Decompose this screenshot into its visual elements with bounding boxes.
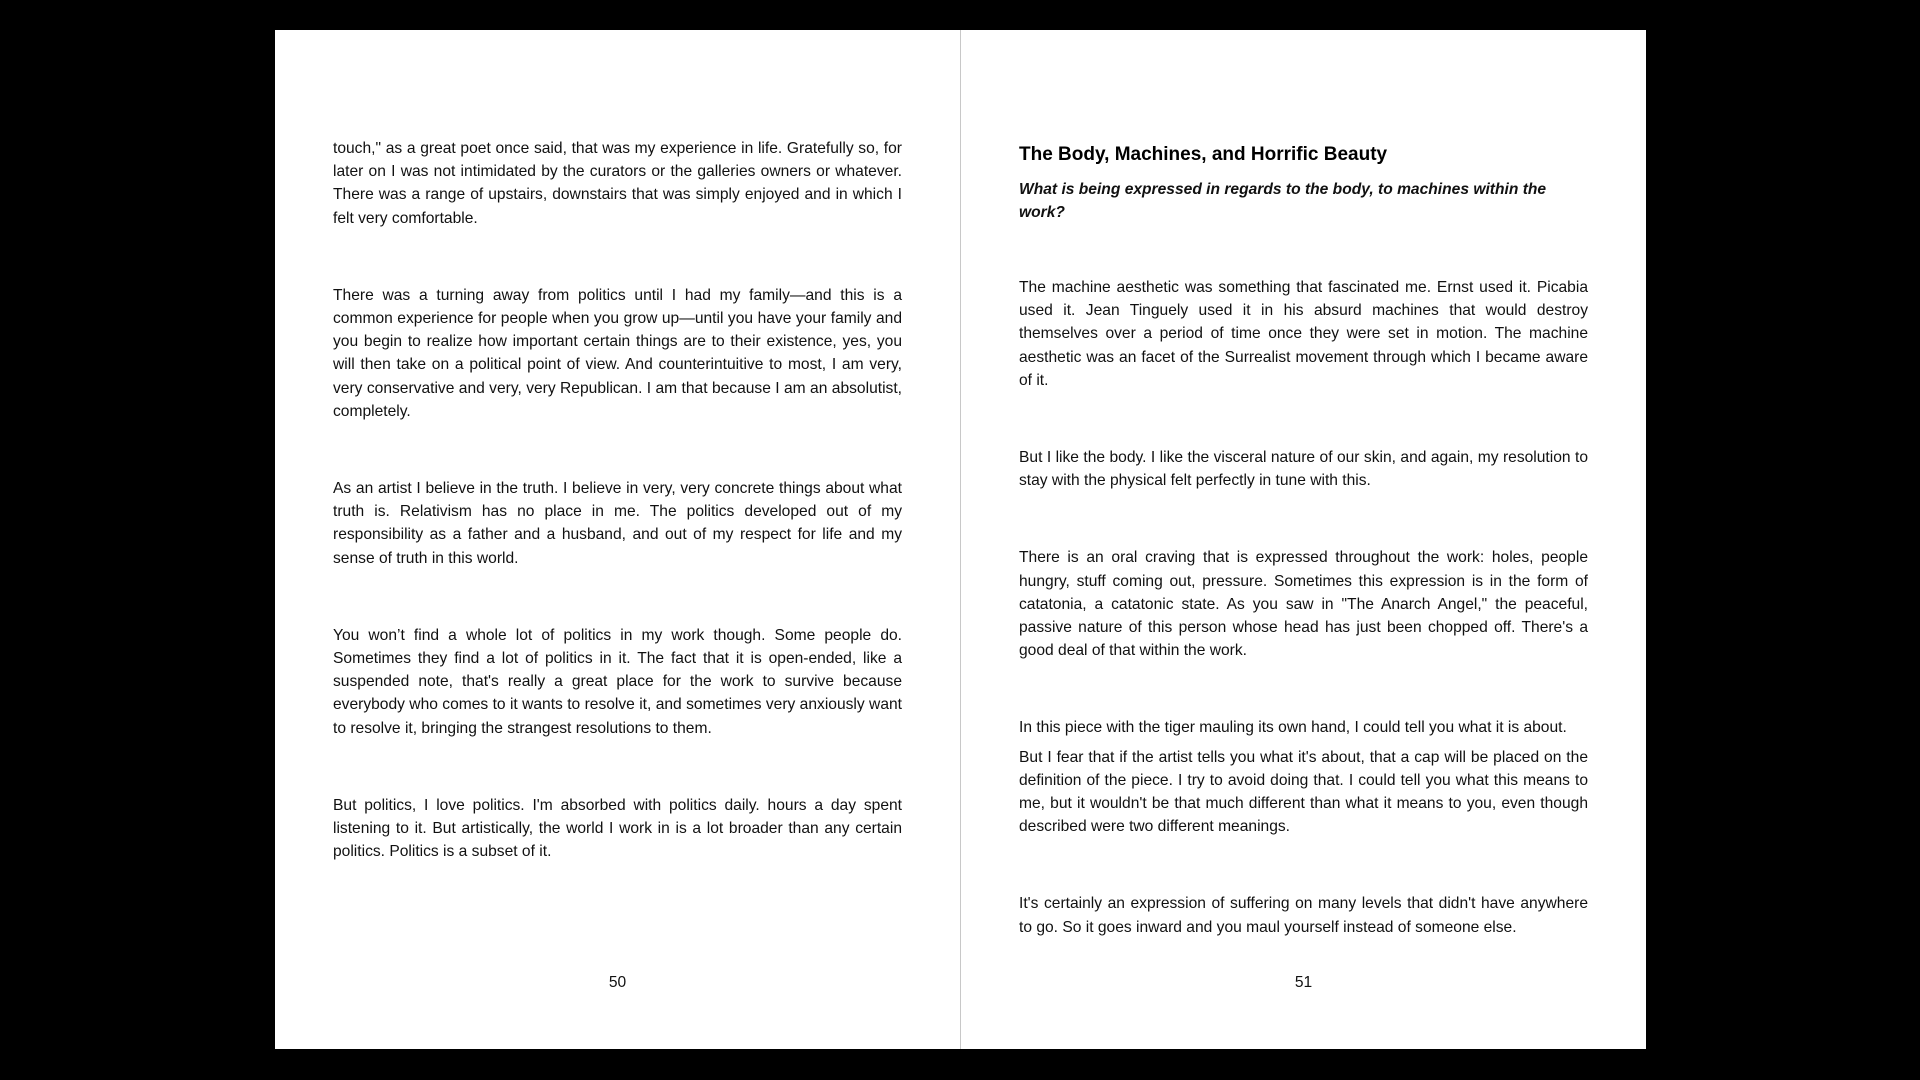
paragraph: touch," as a great poet once said, that was my experience in life. Gratefully so, for later on I was not intimidated by the curators or the galleries owners or whatever. There was a range of upstairs, downstairs that was simply enjoyed and in which I felt very comfortable. <box>333 140 902 227</box>
right-page <box>961 30 1646 1049</box>
paragraph: As an artist I believe in the truth. I believe in very, very concrete things about what truth is. Relativism has no place in me. The politics developed out of my responsibility as a father and a husband, and out of my respect for life and my sense of truth in this world. <box>333 480 902 567</box>
interview-question: What is being expressed in regards to the body, to machines within the work? <box>1019 181 1547 221</box>
left-page <box>275 30 960 1049</box>
page-number: 50 <box>608 974 627 991</box>
left-page-body <box>333 137 902 917</box>
paragraph: You won’t find a whole lot of politics in my work though. Some people do. Sometimes they find a lot of politics in it. The fact that it is open-ended, like a suspended note, that's really a great place for the work to survive because everybody who comes to it wants to resolve it, and sometimes very anxiously want to resolve it, bringing the strangest resolutions to them. <box>333 626 902 737</box>
paragraph: There was a turning away from politics until I had my family—and this is a common experience for people when you grow up—until you have your family and you begin to realize how important certain things are to their existence, yes, you will then take on a political point of view. And counterintuitive to most, I am very, very conservative and very, very Republican. I am that because I am an absolutist, completely. <box>333 286 902 420</box>
section-heading: The Body, Machines, and Horrific Beauty <box>1019 144 1388 165</box>
paragraph: But politics, I love politics. I'm absorbed with politics daily. hours a day spent listening to it. But artistically, the world I work in is a lot broader than any certain politics. Politics is a subset of it. <box>333 796 902 861</box>
paragraph: In this piece with the tiger mauling its own hand, I could tell you what it is about. <box>1019 719 1567 737</box>
paragraph: But I like the body. I like the visceral nature of our skin, and again, my resolution to stay with the physical felt perfectly in tune with this. <box>1019 449 1588 490</box>
paragraph: It's certainly an expression of suffering on many levels that didn't have anywhere to go. So it goes inward and you maul yourself instead of someone else. <box>1019 895 1588 936</box>
page-number: 51 <box>1294 974 1313 991</box>
right-page-body <box>1019 142 1588 993</box>
paragraph: But I fear that if the artist tells you what it's about, that a cap will be placed on the definition of the piece. I try to avoid doing that. I could tell you what this means to me, but it wouldn't be that much different than what it means to you, even though described were two different meanings. <box>1019 748 1588 836</box>
paragraph: The machine aesthetic was something that fascinated me. Ernst used it. Picabia used it. Jean Tinguely used it in his absurd machines that would destroy themselves over a period of time once they were set in motion. The machine aesthetic was an facet of the Surrealist movement through which I became aware of it. <box>1019 279 1588 389</box>
paragraph: There is an oral craving that is expressed throughout the work: holes, people hungry, stuff coming out, pressure. Sometimes this expression is in the form of catatonia, a catatonic state. As you saw in "The Anarch Angel," the peaceful, passive nature of this person whose head has just been chopped off. There's a good deal of that within the work. <box>1019 549 1588 660</box>
